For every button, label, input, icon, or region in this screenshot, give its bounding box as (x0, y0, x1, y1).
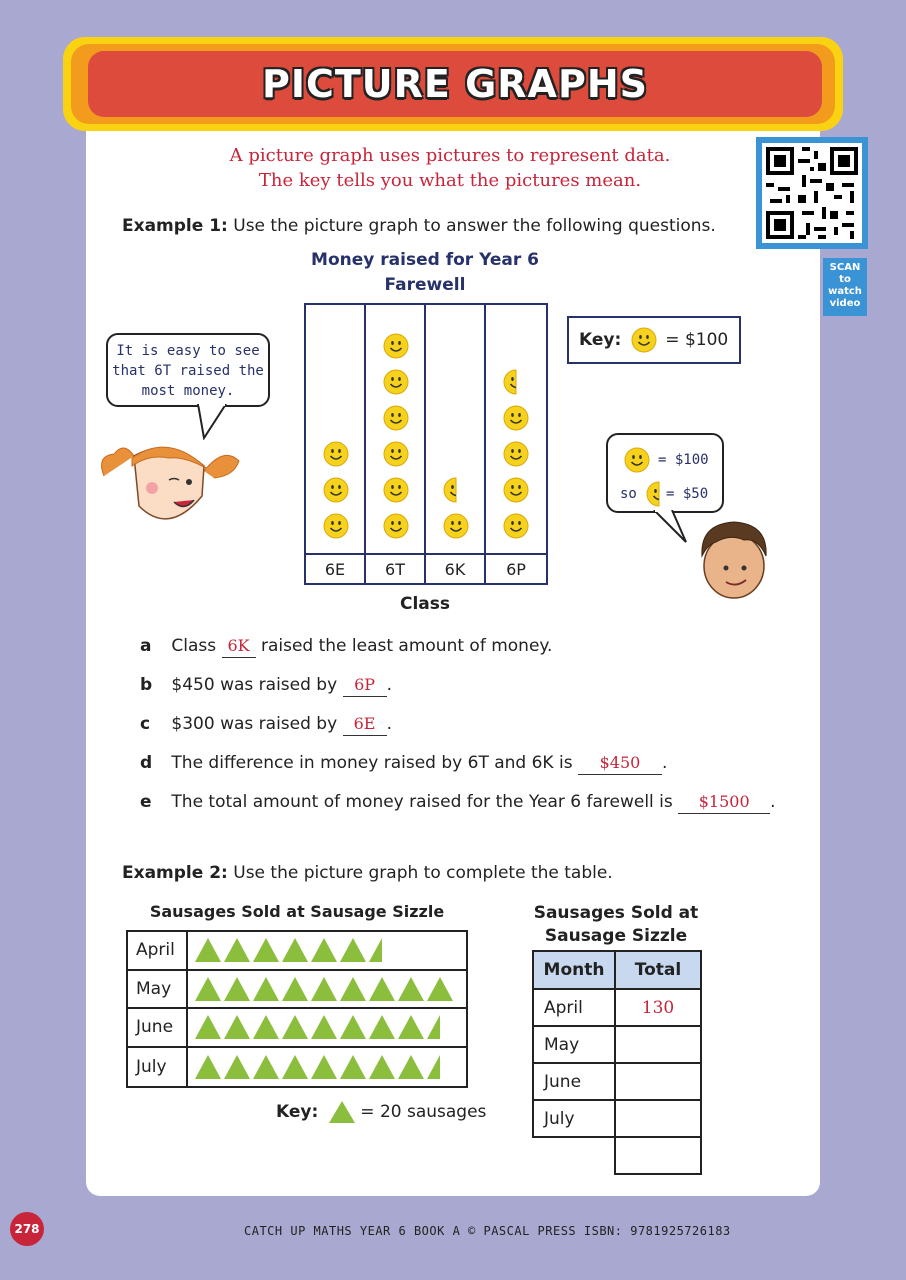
smiley-mark (383, 333, 409, 359)
smiley-mark (503, 441, 529, 467)
triangle-mark (223, 1054, 251, 1080)
column-header-month: Month (533, 951, 615, 989)
qr-code[interactable] (756, 137, 868, 249)
sausage-picture-graph (126, 930, 468, 1088)
smiley-mark (323, 513, 349, 539)
table-cell-total[interactable]: 130 (615, 989, 701, 1026)
example-1-instruction: Use the picture graph to answer the following questions. (233, 216, 716, 236)
triangle-mark (339, 937, 367, 963)
row-month-label: June (128, 1009, 188, 1046)
triangle-mark (310, 937, 338, 963)
row-month-label: July (128, 1048, 188, 1087)
girl-bubble-line-2: that 6T raised the (112, 363, 264, 379)
smiley-mark (323, 441, 349, 467)
triangle-mark (339, 976, 367, 1002)
question-text: $450 was raised by (171, 675, 338, 695)
question-text: . (386, 714, 392, 734)
triangle-mark (281, 1054, 309, 1080)
triangle-mark (368, 976, 396, 1002)
triangle-mark (426, 976, 454, 1002)
table-row (533, 989, 701, 1026)
title-banner (88, 51, 822, 117)
key-value: = $100 (665, 330, 729, 350)
boy-speech-bubble (606, 433, 724, 513)
table-title-line-1: Sausages Sold at (533, 903, 699, 923)
boy-illustration (696, 516, 772, 602)
question-text: The total amount of money raised for the Year 6 farewell is (171, 792, 673, 812)
triangle-mark (397, 1014, 425, 1040)
row-pictures (188, 1009, 455, 1046)
totals-table (532, 950, 702, 1175)
table-header-row (533, 951, 701, 989)
x-tick-label: 6K (426, 555, 486, 585)
table-cell-month: June (533, 1063, 615, 1100)
partial-triangle-mark (368, 937, 396, 963)
table-cell-month: May (533, 1026, 615, 1063)
smiley-mark (503, 477, 529, 503)
scan-line-1: SCAN (829, 262, 861, 273)
totals-table-title (520, 902, 712, 948)
row-pictures (188, 1048, 455, 1087)
table-cell-total[interactable] (615, 1100, 701, 1137)
scan-to-watch-label[interactable] (823, 258, 867, 316)
page-footer: CATCH UP MATHS YEAR 6 BOOK A © PASCAL PRESS ISBN: 9781925726183 (244, 1224, 731, 1238)
triangle-mark (281, 976, 309, 1002)
graph-title-line-1: Money raised for Year 6 (311, 250, 539, 270)
table-row (533, 1100, 701, 1137)
graph-title-line-2: Farewell (384, 275, 466, 295)
triangle-mark (252, 937, 280, 963)
question-letter: b (140, 675, 153, 695)
x-axis-label: Class (399, 594, 450, 614)
answer-blank[interactable]: $450 (578, 752, 662, 775)
triangle-mark (194, 1054, 222, 1080)
girl-speech-bubble (106, 333, 270, 407)
triangle-mark (194, 976, 222, 1002)
question-text: Class (171, 636, 217, 656)
question-e (140, 791, 776, 814)
graph-x-axis-row (306, 553, 546, 585)
question-c (140, 713, 392, 736)
question-a (140, 635, 552, 658)
key-label: Key: (579, 330, 622, 350)
question-b (140, 674, 392, 697)
smiley-mark (443, 513, 469, 539)
girl-bubble-line-3: most money. (141, 383, 235, 399)
answer-blank[interactable]: $1500 (678, 791, 770, 814)
boy-bubble-tail (652, 510, 692, 546)
table-cell-empty (533, 1137, 615, 1174)
answer-blank[interactable]: 6K (222, 635, 256, 658)
triangle-mark (252, 976, 280, 1002)
smiley-mark (383, 405, 409, 431)
row-pictures (188, 932, 397, 969)
row-month-label: May (128, 971, 188, 1008)
intro-line-1: A picture graph uses pictures to represent data. (229, 145, 671, 166)
question-text: $300 was raised by (171, 714, 338, 734)
half-smiley-icon (646, 481, 660, 507)
page-number: 278 (10, 1212, 44, 1246)
triangle-mark (310, 976, 338, 1002)
graph-1-key (567, 316, 741, 364)
triangle-mark (397, 976, 425, 1002)
triangle-mark (223, 937, 251, 963)
table-cell-month: April (533, 989, 615, 1026)
triangle-mark (194, 1014, 222, 1040)
example-2-instruction: Use the picture graph to complete the table. (233, 863, 613, 883)
intro-line-2: The key tells you what the pictures mean. (258, 170, 642, 191)
triangle-mark (281, 1014, 309, 1040)
row-month-label: April (128, 932, 188, 969)
key-value: = 20 sausages (360, 1102, 487, 1122)
sausage-graph-key (276, 1100, 486, 1124)
answer-blank[interactable]: 6E (343, 713, 387, 736)
triangle-mark (368, 1054, 396, 1080)
partial-triangle-mark (426, 1054, 454, 1080)
column-header-total: Total (615, 951, 701, 989)
row-pictures (188, 971, 455, 1008)
table-cell-total[interactable] (615, 1137, 701, 1174)
sausage-row-june (128, 1009, 466, 1048)
question-text: . (661, 753, 668, 773)
answer-blank[interactable]: 6P (343, 674, 387, 697)
smiley-mark (383, 441, 409, 467)
scan-line-3: watch (828, 286, 862, 297)
sausage-row-april (128, 932, 466, 971)
scan-line-4: video (829, 298, 861, 309)
triangle-mark (194, 937, 222, 963)
smiley-icon (631, 327, 657, 353)
triangle-mark (252, 1014, 280, 1040)
table-row (533, 1063, 701, 1100)
half-smiley-mark (443, 477, 469, 503)
half-smiley-mark (503, 369, 529, 395)
question-letter: d (140, 753, 153, 773)
smiley-icon (624, 447, 650, 473)
picture-graph-1-title (290, 248, 560, 298)
scan-line-2: to (839, 274, 851, 285)
triangle-mark (310, 1054, 338, 1080)
page-title: PICTURE GRAPHS (262, 62, 648, 106)
example-1-label: Example 1: (122, 216, 228, 236)
table-title-line-2: Sausage Sizzle (544, 926, 688, 946)
question-d (140, 752, 667, 775)
triangle-mark (281, 937, 309, 963)
sausage-row-may (128, 971, 466, 1010)
x-tick-label: 6T (366, 555, 426, 585)
example-2-label: Example 2: (122, 863, 228, 883)
question-text: raised the least amount of money. (260, 636, 553, 656)
question-text: . (770, 792, 776, 812)
question-text: . (386, 675, 392, 695)
boy-bubble-line-1: = $100 (658, 452, 709, 468)
triangle-mark (310, 1014, 338, 1040)
example-2-heading (122, 863, 613, 883)
smiley-mark (383, 369, 409, 395)
key-label: Key: (276, 1102, 319, 1122)
smiley-mark (503, 405, 529, 431)
girl-bubble-tail (196, 404, 230, 440)
example-1-heading (122, 216, 716, 236)
question-letter: a (140, 636, 152, 656)
triangle-mark (339, 1014, 367, 1040)
question-text: The difference in money raised by 6T and 6K is (171, 753, 573, 773)
question-letter: e (140, 792, 152, 812)
triangle-mark (223, 1014, 251, 1040)
table-cell-month: July (533, 1100, 615, 1137)
triangle-mark (252, 1054, 280, 1080)
girl-bubble-line-1: It is easy to see (116, 343, 260, 359)
triangle-mark (223, 976, 251, 1002)
triangle-icon (328, 1100, 356, 1124)
qr-code-icon (762, 143, 862, 243)
girl-illustration (94, 436, 244, 536)
table-cell-total[interactable] (615, 1026, 701, 1063)
smiley-mark (383, 513, 409, 539)
x-tick-label: 6P (506, 560, 526, 579)
table-cell-total[interactable] (615, 1063, 701, 1100)
table-row-extra (533, 1137, 701, 1174)
partial-triangle-mark (426, 1014, 454, 1040)
sausage-graph-title: Sausages Sold at Sausage Sizzle (149, 902, 445, 921)
x-tick-label: 6E (306, 555, 366, 585)
sausage-row-july (128, 1048, 466, 1087)
triangle-mark (368, 1014, 396, 1040)
table-row (533, 1026, 701, 1063)
picture-graph-money (304, 303, 548, 585)
smiley-mark (383, 477, 409, 503)
smiley-mark (323, 477, 349, 503)
triangle-mark (339, 1054, 367, 1080)
boy-bubble-line-2: = $50 (666, 486, 709, 502)
triangle-mark (397, 1054, 425, 1080)
smiley-mark (503, 513, 529, 539)
boy-bubble-prefix: so (620, 486, 637, 502)
question-letter: c (140, 714, 151, 734)
